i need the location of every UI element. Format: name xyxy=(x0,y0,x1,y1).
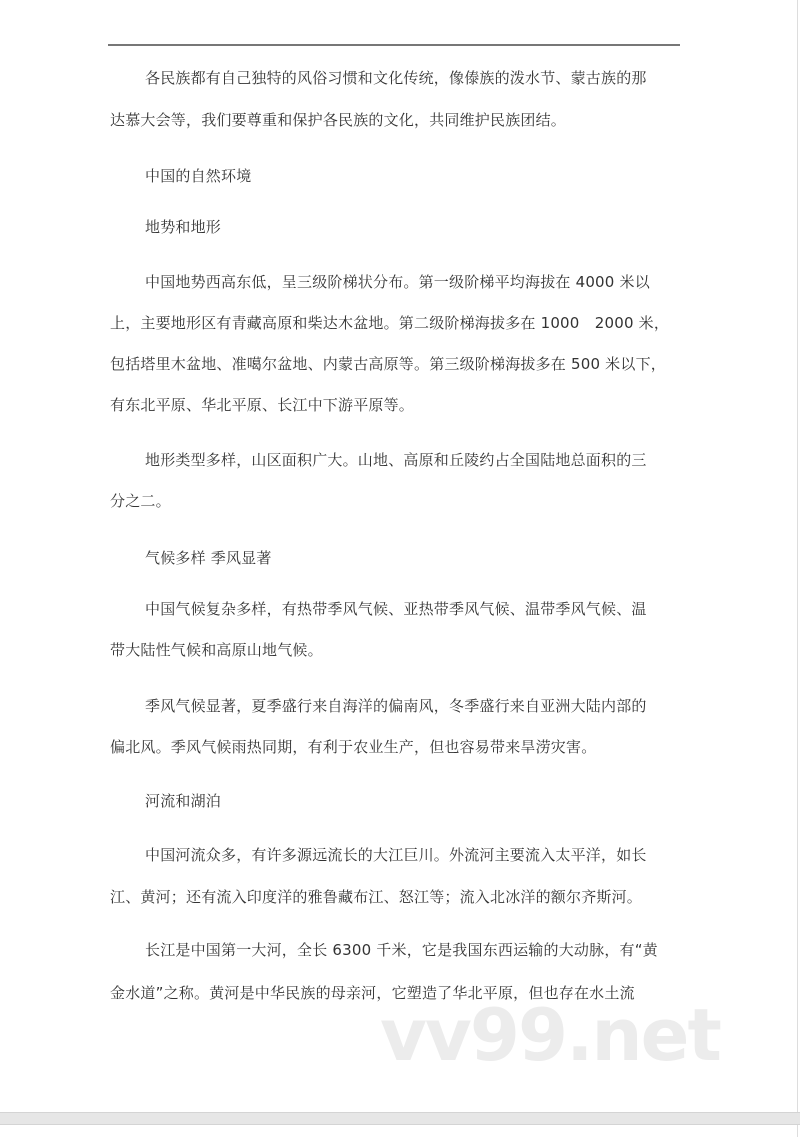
paragraph-line: 带大陆性气候和高原山地气候。 xyxy=(110,641,323,659)
paragraph-line: 地形类型多样，山区面积广大。山地、高原和丘陵约占全国陆地总面积的三 xyxy=(145,451,647,469)
paragraph-line: 中国气候复杂多样，有热带季风气候、亚热带季风气候、温带季风气候、温 xyxy=(145,600,647,618)
next-page xyxy=(0,1125,798,1137)
section-heading: 气候多样 季风显著 xyxy=(145,549,272,567)
paragraph-line: 季风气候显著，夏季盛行来自海洋的偏南风，冬季盛行来自亚洲大陆内部的 xyxy=(145,697,647,715)
paragraph-line: 中国河流众多，有许多源远流长的大江巨川。外流河主要流入太平洋，如长 xyxy=(145,846,647,864)
section-heading: 河流和湖泊 xyxy=(145,792,222,810)
paragraph-line: 金水道”之称。黄河是中华民族的母亲河，它塑造了华北平原，但也存在水土流 xyxy=(110,984,635,1002)
section-heading: 地势和地形 xyxy=(145,218,222,236)
paragraph-line: 偏北风。季风气候雨热同期，有利于农业生产，但也容易带来旱涝灾害。 xyxy=(110,738,597,756)
paragraph-line: 江、黄河；还有流入印度洋的雅鲁藏布江、怒江等；流入北冰洋的额尔齐斯河。 xyxy=(110,888,643,906)
paragraph-line: 包括塔里木盆地、准噶尔盆地、内蒙古高原等。第三级阶梯海拔多在 500 米以下， xyxy=(110,355,666,373)
paragraph-line: 分之二。 xyxy=(110,492,171,510)
header-rule xyxy=(108,44,680,46)
paragraph-line: 中国地势西高东低，呈三级阶梯状分布。第一级阶梯平均海拔在 4000 米以 xyxy=(145,273,650,291)
watermark: vv99.net xyxy=(380,993,720,1077)
paragraph-line: 各民族都有自己独特的风俗习惯和文化传统，像傣族的泼水节、蒙古族的那 xyxy=(145,69,647,87)
paragraph-line: 上，主要地形区有青藏高原和柴达木盆地。第二级阶梯海拔多在 1000 2000 米， xyxy=(110,314,670,332)
section-heading: 中国的自然环境 xyxy=(145,167,252,185)
paragraph-line: 有东北平原、华北平原、长江中下游平原等。 xyxy=(110,396,415,414)
page-gap xyxy=(0,1112,800,1125)
paragraph-line: 达慕大会等，我们要尊重和保护各民族的文化，共同维护民族团结。 xyxy=(110,111,567,129)
paragraph-line: 长江是中国第一大河，全长 6300 千米，它是我国东西运输的大动脉，有“黄 xyxy=(145,941,658,959)
